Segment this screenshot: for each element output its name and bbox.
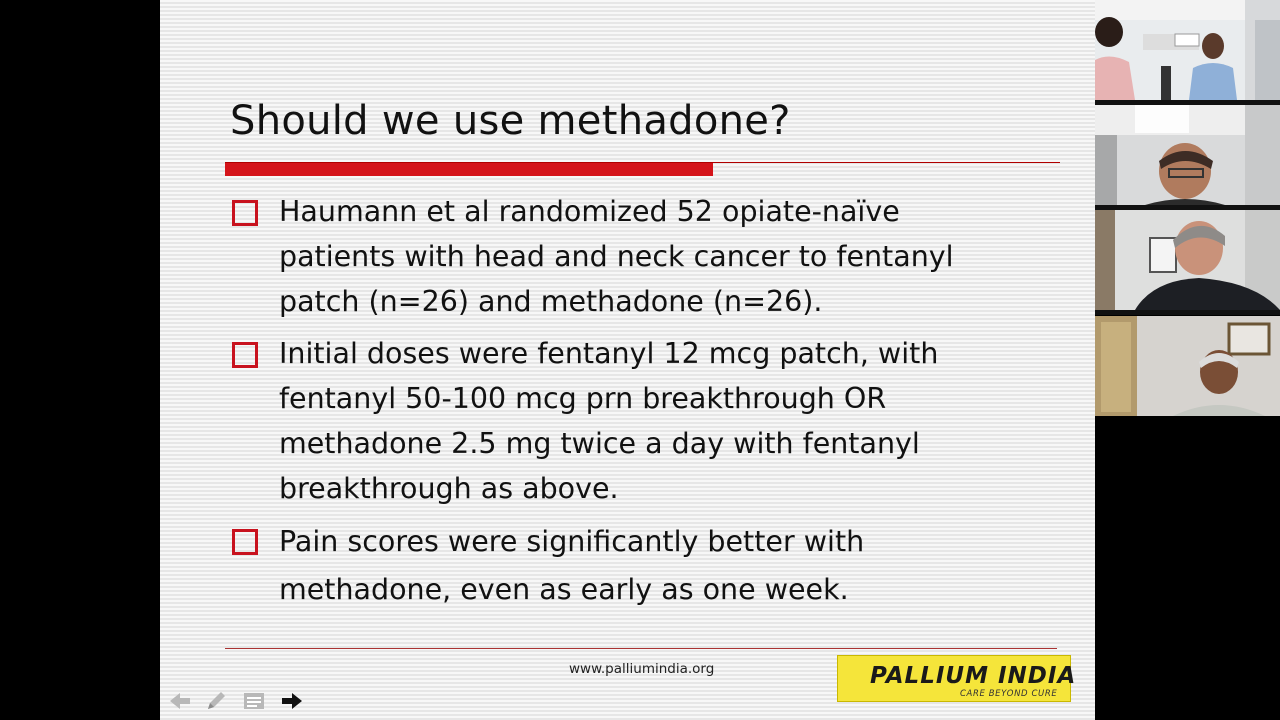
title-underline-accent [225, 163, 713, 176]
presentation-slide [160, 0, 1120, 720]
participant-video-2[interactable] [1095, 105, 1280, 205]
next-arrow-icon[interactable] [278, 688, 306, 714]
slide-title: Should we use methadone? [230, 98, 791, 144]
checkbox-bullet-icon [232, 529, 258, 555]
bullet-text: Haumann et al randomized 52 opiate-naïve patients with head and neck cancer to fentanyl patch (n=26) and methadone (n=26). [279, 195, 954, 318]
pen-icon[interactable] [202, 688, 230, 714]
logo-name: PALLIUM INDIA [870, 663, 1077, 689]
checkbox-bullet-icon [232, 200, 258, 226]
video-participants-panel [1095, 0, 1280, 720]
pallium-india-logo [837, 655, 1077, 702]
footer-website: www.palliumindia.org [569, 661, 715, 677]
back-arrow-icon[interactable] [166, 688, 194, 714]
bullet-text: Pain scores were significantly better with methadone, even as early as one week. [279, 525, 865, 606]
bullet-text: Initial doses were fentanyl 12 mcg patch, with fentanyl 50-100 mcg prn breakthrough OR methadone 2.5 mg twice a day with fentanyl breakthrough as above. [279, 337, 939, 505]
slide-menu-icon[interactable] [240, 688, 268, 714]
participant-video-4[interactable] [1095, 316, 1280, 416]
logo-tagline: CARE BEYOND CURE [960, 689, 1058, 699]
participant-video-1[interactable] [1095, 0, 1280, 100]
participant-video-3[interactable] [1095, 210, 1280, 310]
checkbox-bullet-icon [232, 342, 258, 368]
footer-divider [225, 648, 1057, 649]
